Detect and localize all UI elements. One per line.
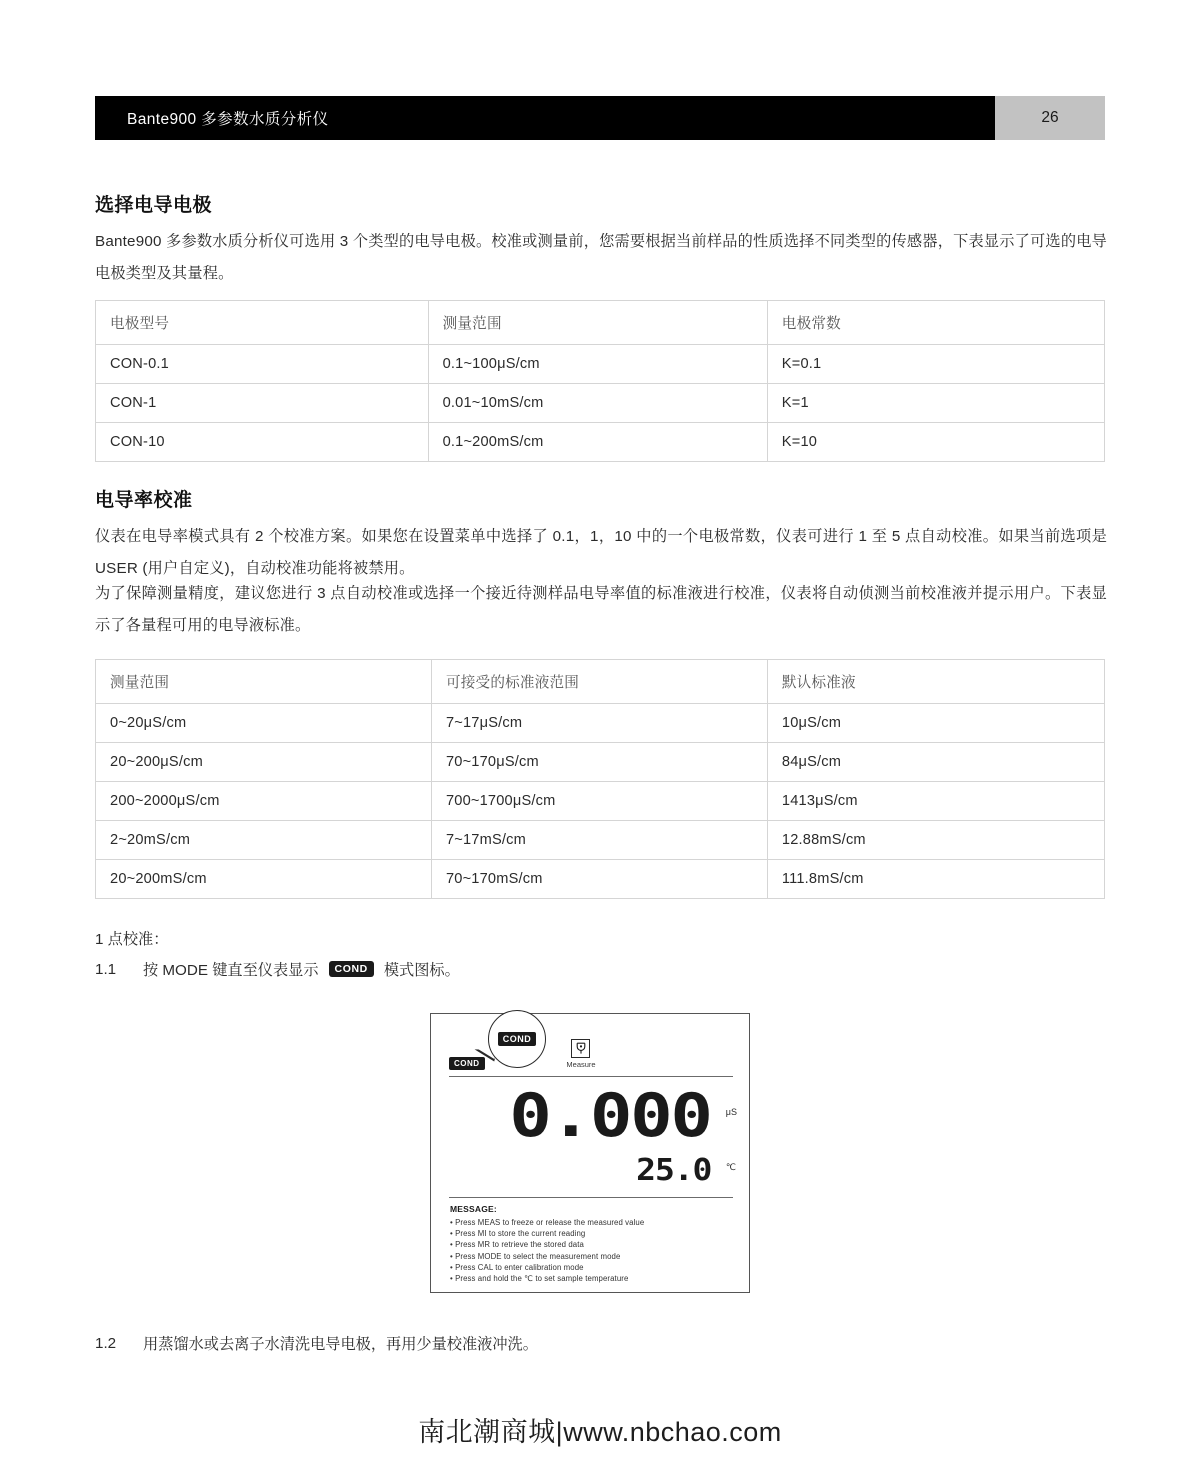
lcd-main-unit: μS: [725, 1107, 737, 1117]
cell-cell-constant: K=10: [767, 423, 1104, 462]
step-number: 1.1: [95, 961, 117, 978]
cell-default-standard: 84μS/cm: [767, 743, 1104, 782]
column-header-default-standard: 默认标准液: [767, 660, 1104, 704]
section-paragraph-electrode-selection: Bante900 多参数水质分析仪可选用 3 个类型的电导电极。校准或测量前，您需要根据当前样品的性质选择不同类型的传感器，下表显示了可选的电导电极类型及其量程。: [95, 233, 1107, 282]
cell-measuring-range: 0.1~100μS/cm: [428, 345, 767, 384]
section-heading-conductivity-calibration: 电导率校准: [95, 490, 193, 511]
cell-cell-constant: K=0.1: [767, 345, 1104, 384]
header-title: Bante900 多参数水质分析仪: [95, 96, 995, 140]
cell-measuring-range: 20~200μS/cm: [96, 743, 432, 782]
message-line: • Press MEAS to freeze or release the measured value: [450, 1217, 720, 1228]
procedure-step-1-1: [95, 959, 460, 980]
message-line: • Press CAL to enter calibration mode: [450, 1262, 720, 1273]
page-number: 26: [995, 96, 1105, 140]
column-header-acceptable-standard-range: 可接受的标准液范围: [431, 660, 767, 704]
cell-acceptable-range: 7~17mS/cm: [431, 821, 767, 860]
table-row: [96, 821, 1105, 860]
screen-message-block: [450, 1204, 720, 1284]
cell-acceptable-range: 70~170mS/cm: [431, 860, 767, 899]
section-heading-electrode-selection: 选择电导电极: [95, 195, 213, 216]
table-row: [96, 743, 1105, 782]
table-row: [96, 704, 1105, 743]
lcd-temperature-unit: ℃: [725, 1162, 736, 1172]
measure-icon: [571, 1039, 590, 1058]
calibration-standards-table: [95, 659, 1105, 899]
cell-measuring-range: 0~20μS/cm: [96, 704, 432, 743]
screen-divider-top: [449, 1076, 733, 1077]
cell-acceptable-range: 70~170μS/cm: [431, 743, 767, 782]
page-header: [95, 96, 1105, 140]
table-header-row: [96, 660, 1105, 704]
table-row: [96, 384, 1105, 423]
table-row: [96, 423, 1105, 462]
cell-measuring-range: 2~20mS/cm: [96, 821, 432, 860]
step-text: 用蒸馏水或去离子水清洗电导电极，再用少量校准液冲洗。: [143, 1336, 538, 1353]
cell-acceptable-range: 700~1700μS/cm: [431, 782, 767, 821]
lcd-main-value: 0.000: [509, 1081, 711, 1151]
screen-mode-indicator-cond: COND: [449, 1057, 485, 1070]
procedure-step-1-2: [95, 1333, 538, 1354]
screen-divider-middle: [449, 1197, 733, 1198]
cell-measuring-range: 0.01~10mS/cm: [428, 384, 767, 423]
message-line: • Press MI to store the current reading: [450, 1228, 720, 1239]
column-header-measuring-range: 测量范围: [428, 301, 767, 345]
cell-default-standard: 10μS/cm: [767, 704, 1104, 743]
section-paragraph-calibration-1: 仪表在电导率模式具有 2 个校准方案。如果您在设置菜单中选择了 0.1，1，10 中的一个电极常数，仪表可进行 1 至 5 点自动校准。如果当前选项是 USER (用户自定义)，自动校准功能将被禁用。: [95, 528, 1107, 577]
cell-default-standard: 111.8mS/cm: [767, 860, 1104, 899]
cell-cell-constant: K=1: [767, 384, 1104, 423]
message-line: • Press MR to retrieve the stored data: [450, 1239, 720, 1250]
cell-electrode-model: CON-10: [96, 423, 429, 462]
device-screen-diagram: [430, 1013, 750, 1293]
cell-electrode-model: CON-1: [96, 384, 429, 423]
table-header-row: [96, 301, 1105, 345]
cell-measuring-range: 0.1~200mS/cm: [428, 423, 767, 462]
column-header-measuring-range: 测量范围: [96, 660, 432, 704]
cell-measuring-range: 20~200mS/cm: [96, 860, 432, 899]
lcd-temperature-value: 25.0: [635, 1153, 711, 1188]
cell-measuring-range: 200~2000μS/cm: [96, 782, 432, 821]
callout-bubble: [488, 1010, 546, 1068]
message-title: MESSAGE:: [450, 1204, 497, 1214]
electrode-types-table: [95, 300, 1105, 462]
column-header-cell-constant: 电极常数: [767, 301, 1104, 345]
procedure-title: 1 点校准：: [95, 931, 169, 948]
message-line: • Press and hold the ℃ to set sample temperature: [450, 1273, 720, 1284]
column-header-electrode-model: 电极型号: [96, 301, 429, 345]
table-row: [96, 782, 1105, 821]
section-paragraph-calibration-2: 为了保障测量精度，建议您进行 3 点自动校准或选择一个接近待测样品电导率值的标准液进行校准，仪表将自动侦测当前校准液并提示用户。下表显示了各量程可用的电导液标准。: [95, 585, 1107, 634]
step-number: 1.2: [95, 1335, 117, 1352]
cell-default-standard: 1413μS/cm: [767, 782, 1104, 821]
cell-acceptable-range: 7~17μS/cm: [431, 704, 767, 743]
step-text-before-chip: 按 MODE 键直至仪表显示: [143, 962, 319, 979]
callout-cond-chip: COND: [498, 1032, 537, 1046]
cell-electrode-model: CON-0.1: [96, 345, 429, 384]
footer-watermark: 南北潮商城|www.nbchao.com: [418, 1417, 782, 1447]
table-row: [96, 860, 1105, 899]
cell-default-standard: 12.88mS/cm: [767, 821, 1104, 860]
cond-mode-chip: COND: [329, 961, 374, 977]
step-text-after-chip: 模式图标。: [383, 962, 460, 979]
table-row: [96, 345, 1105, 384]
measure-icon-label: Measure: [566, 1060, 596, 1069]
message-line: • Press MODE to select the measurement mode: [450, 1251, 720, 1262]
